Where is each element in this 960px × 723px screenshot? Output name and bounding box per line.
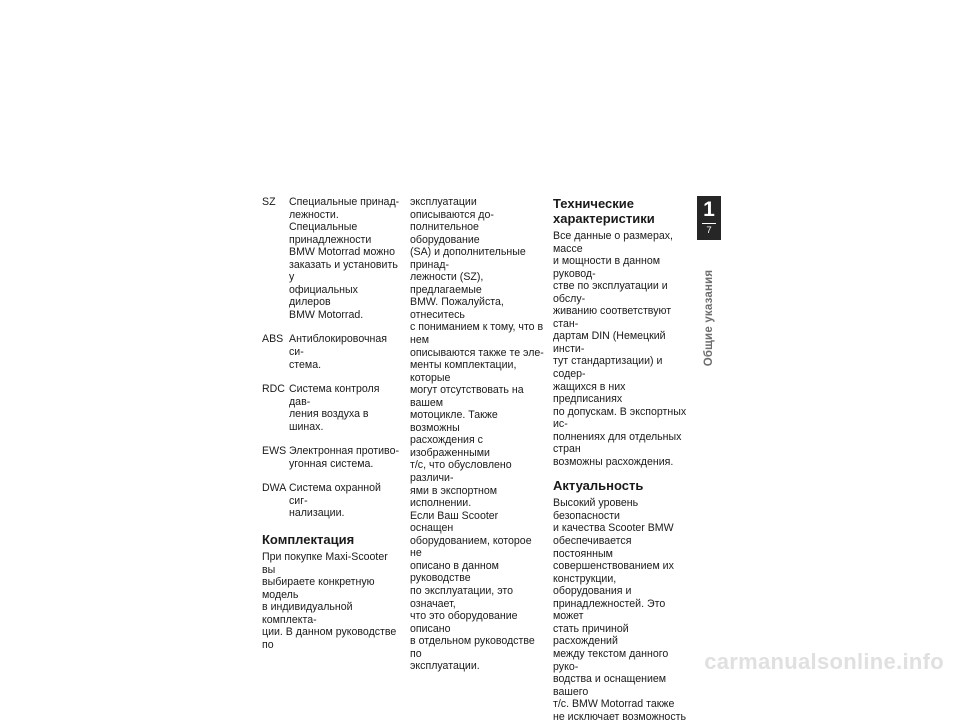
- technical-text: Все данные о размерах, массе и мощности в данном руковод- стве по эксплуатации и обслу- живанию соответствуют стан- дартам DIN (Немецкий инсти- тут стандартизации) и содер- жащихся в них предписаниях по допускам. В экспортных ис- полнениях для отдельных стран возможны расхождения.: [553, 230, 687, 468]
- komplektaciya-text-part2: эксплуатации описываются до- полнительное оборудование (SA) и дополнительные принад- лежности (SZ), предлагаемые BMW. Пожалуйста, отнеситесь с пониманием к тому, что в нем описываются также те эле- менты комплектации, которые могут отсутствовать на вашем мотоцикле. Также возможны расхождения с изображенными т/с, что обусловлено различи- ями в экспортном исполнении. Если Ваш Scooter оснащен оборудованием, которое не описано в данном руководстве по эксплуатации, это означает, что это оборудование описано в отдельном руководстве по эксплуатации.: [410, 196, 544, 673]
- column-right: [553, 196, 687, 723]
- abbreviation-definition: Электронная противо- угонная система.: [289, 445, 399, 470]
- abbreviation-ews: [262, 445, 402, 470]
- abbreviation-term: DWA: [262, 482, 287, 495]
- komplektaciya-text-part1: При покупке Maxi-Scooter вы выбираете конкретную модель в индивидуальной комплекта- ции. В данном руководстве по: [262, 551, 397, 651]
- abbreviation-definition: Система охранной сиг- нализации.: [289, 482, 381, 520]
- section-heading-technical: Технические характеристики: [553, 196, 655, 226]
- watermark: carmanualsonline.info: [704, 649, 944, 674]
- page-number: 7: [706, 225, 712, 236]
- column-left: [262, 196, 402, 651]
- column-middle: [410, 196, 544, 673]
- abbreviation-definition: Система контроля дав- ления воздуха в шинах.: [289, 383, 380, 433]
- abbreviation-term: RDC: [262, 383, 285, 396]
- abbreviation-abs: [262, 333, 402, 371]
- abbreviation-dwa: [262, 482, 402, 520]
- abbreviation-definition: Антиблокировочная си- стема.: [289, 333, 387, 371]
- chapter-marker: [697, 196, 721, 240]
- abbreviation-term: EWS: [262, 445, 287, 458]
- section-heading-komplektaciya: Комплектация: [262, 532, 355, 548]
- actuality-text: Высокий уровень безопасности и качества Scooter BMW обеспечивается постоянным совершенствованием их конструкции, оборудования и принадлежностей. Это может стать причиной расхождений между текстом данного руко- водства и оснащением вашего т/с. BMW Motorrad также не исключает возможность: [553, 497, 686, 723]
- chapter-divider: [702, 223, 716, 224]
- chapter-number: 1: [703, 198, 715, 221]
- section-heading-actuality: Актуальность: [553, 478, 644, 494]
- abbreviation-term: SZ: [262, 196, 276, 208]
- abbreviation-definition: Специальные принад- лежности. Специальные принадлежности BMW Motorrad можно заказать и установить у официальных дилеров BMW Motorrad.: [289, 196, 400, 321]
- abbreviation-rdc: [262, 383, 402, 433]
- chapter-side-title: Общие указания: [703, 269, 715, 367]
- abbreviation-sz: [262, 196, 402, 321]
- abbreviation-term: ABS: [262, 333, 284, 346]
